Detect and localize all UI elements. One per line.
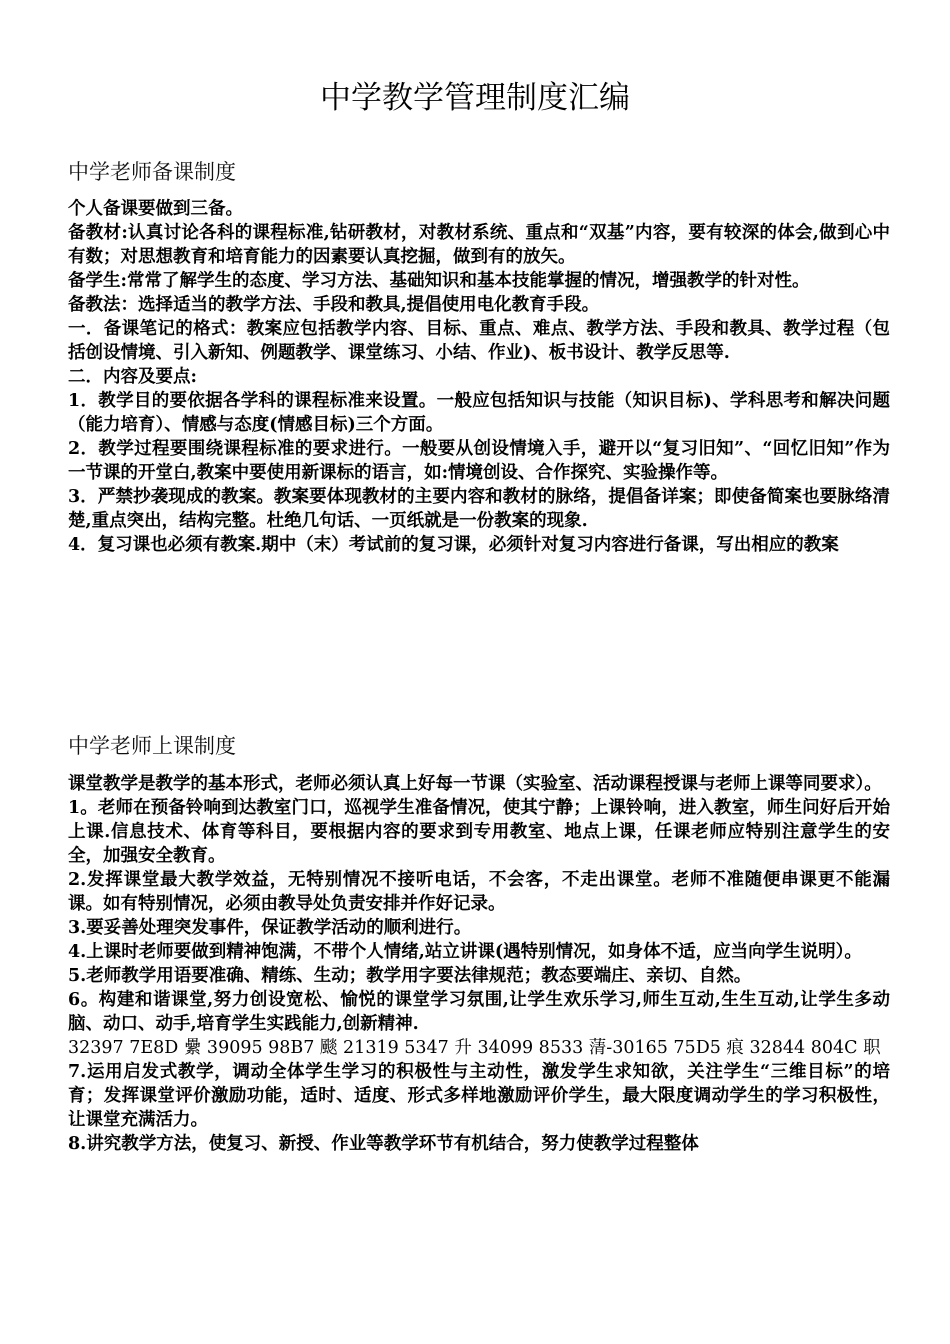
document-title: 中学教学管理制度汇编 bbox=[320, 80, 630, 116]
paragraph: 6。构建和谐课堂,努力创设宽松、愉悦的课堂学习氛围,让学生欢乐学习,师生互动,生生互动,让学生多动脑、动口、动手,培育学生实践能力,创新精神. bbox=[68, 990, 890, 1034]
paragraph: 2.发挥课堂最大教学效益，无特别情况不接听电话，不会客，不走出课堂。老师不准随便串课更不能漏课。如有特别情况，必须由教导处负责安排并作好记录。 bbox=[68, 870, 890, 914]
paragraph: 2．教学过程要围绕课程标准的要求进行。一般要从创设情境入手，避开以“复习旧知”、“回忆旧知”作为一节课的开堂白,教案中要使用新课标的语言，如:情境创设、合作探究、实验操作等。 bbox=[68, 439, 890, 483]
paragraph: 备教材:认真讨论各科的课程标准,钻研教材，对教材系统、重点和“双基”内容，要有较深的体会,做到心中有数；对思想教育和培育能力的因素要认真挖掘，做到有的放矢。 bbox=[68, 223, 890, 267]
section-body-lesson-prep bbox=[68, 197, 890, 557]
section-heading-lesson-prep: 中学老师备课制度 bbox=[68, 160, 236, 184]
paragraph: 二．内容及要点: bbox=[68, 367, 197, 387]
paragraph: 3．严禁抄袭现成的教案。教案要体现教材的主要内容和教材的脉络，提倡备详案；即使备简案也要脉络清楚,重点突出，结构完整。杜绝几句话、一页纸就是一份教案的现象. bbox=[68, 487, 890, 531]
paragraph: 一．备课笔记的格式：教案应包括教学内容、目标、重点、难点、教学方法、手段和教具、教学过程（包括创设情境、引入新知、例题教学、课堂练习、小结、作业)、板书设计、教学反思等. bbox=[68, 319, 890, 363]
paragraph: 备教法：选择适当的教学方法、手段和教具,提倡使用电化教育手段。 bbox=[68, 295, 600, 315]
section-heading-class-teaching: 中学老师上课制度 bbox=[68, 734, 236, 758]
paragraph: 8.讲究教学方法，使复习、新授、作业等教学环节有机结合，努力使教学过程整体 bbox=[68, 1134, 699, 1154]
paragraph: 7.运用启发式教学，调动全体学生学习的积极性与主动性，激发学生求知欲，关注学生“三维目标”的培育；发挥课堂评价激励功能，适时、适度、形式多样地激励评价学生，最大限度调动学生的学习积极性，让课堂充满活力。 bbox=[68, 1062, 890, 1130]
paragraph: 5.老师教学用语要准确、精练、生动；教学用字要法律规范；教态要端庄、亲切、自然。 bbox=[68, 966, 752, 986]
paragraph: 1。老师在预备铃响到达教室门口，巡视学生准备情况，使其宁静；上课铃响，进入教室，师生问好后开始上课.信息技术、体育等科目，要根据内容的要求到专用教室、地点上课，任课老师应特别注意学生的安全，加强安全教育。 bbox=[68, 798, 890, 866]
paragraph: 课堂教学是教学的基本形式，老师必须认真上好每一节课（实验室、活动课程授课与老师上课等同要求）。 bbox=[68, 774, 882, 794]
paragraph: 3.要妥善处理突发事件，保证教学活动的顺利进行。 bbox=[68, 918, 472, 938]
code-reference-line: 32397 7E8D 纍 39095 98B7 颷 21319 5347 升 34099 8533 蔳-30165 75D5 痕 32844 804C 职 bbox=[68, 1038, 881, 1058]
paragraph: 备学生:常常了解学生的态度、学习方法、基础知识和基本技能掌握的情况，增强教学的针对性。 bbox=[68, 271, 810, 291]
section-body-class-teaching bbox=[68, 772, 890, 1156]
paragraph: 4.上课时老师要做到精神饱满，不带个人情绪,站立讲课(遇特别情况，如身体不适，应当向学生说明）。 bbox=[68, 942, 862, 962]
paragraph: 1．教学目的要依据各学科的课程标准来设置。一般应包括知识与技能（知识目标)、学科思考和解决问题（能力培育）、情感与态度(情感目标)三个方面。 bbox=[68, 391, 890, 435]
paragraph: 4．复习课也必须有教案.期中（末）考试前的复习课，必须针对复习内容进行备课，写出相应的教案 bbox=[68, 535, 839, 555]
paragraph: 个人备课要做到三备。 bbox=[68, 199, 243, 219]
